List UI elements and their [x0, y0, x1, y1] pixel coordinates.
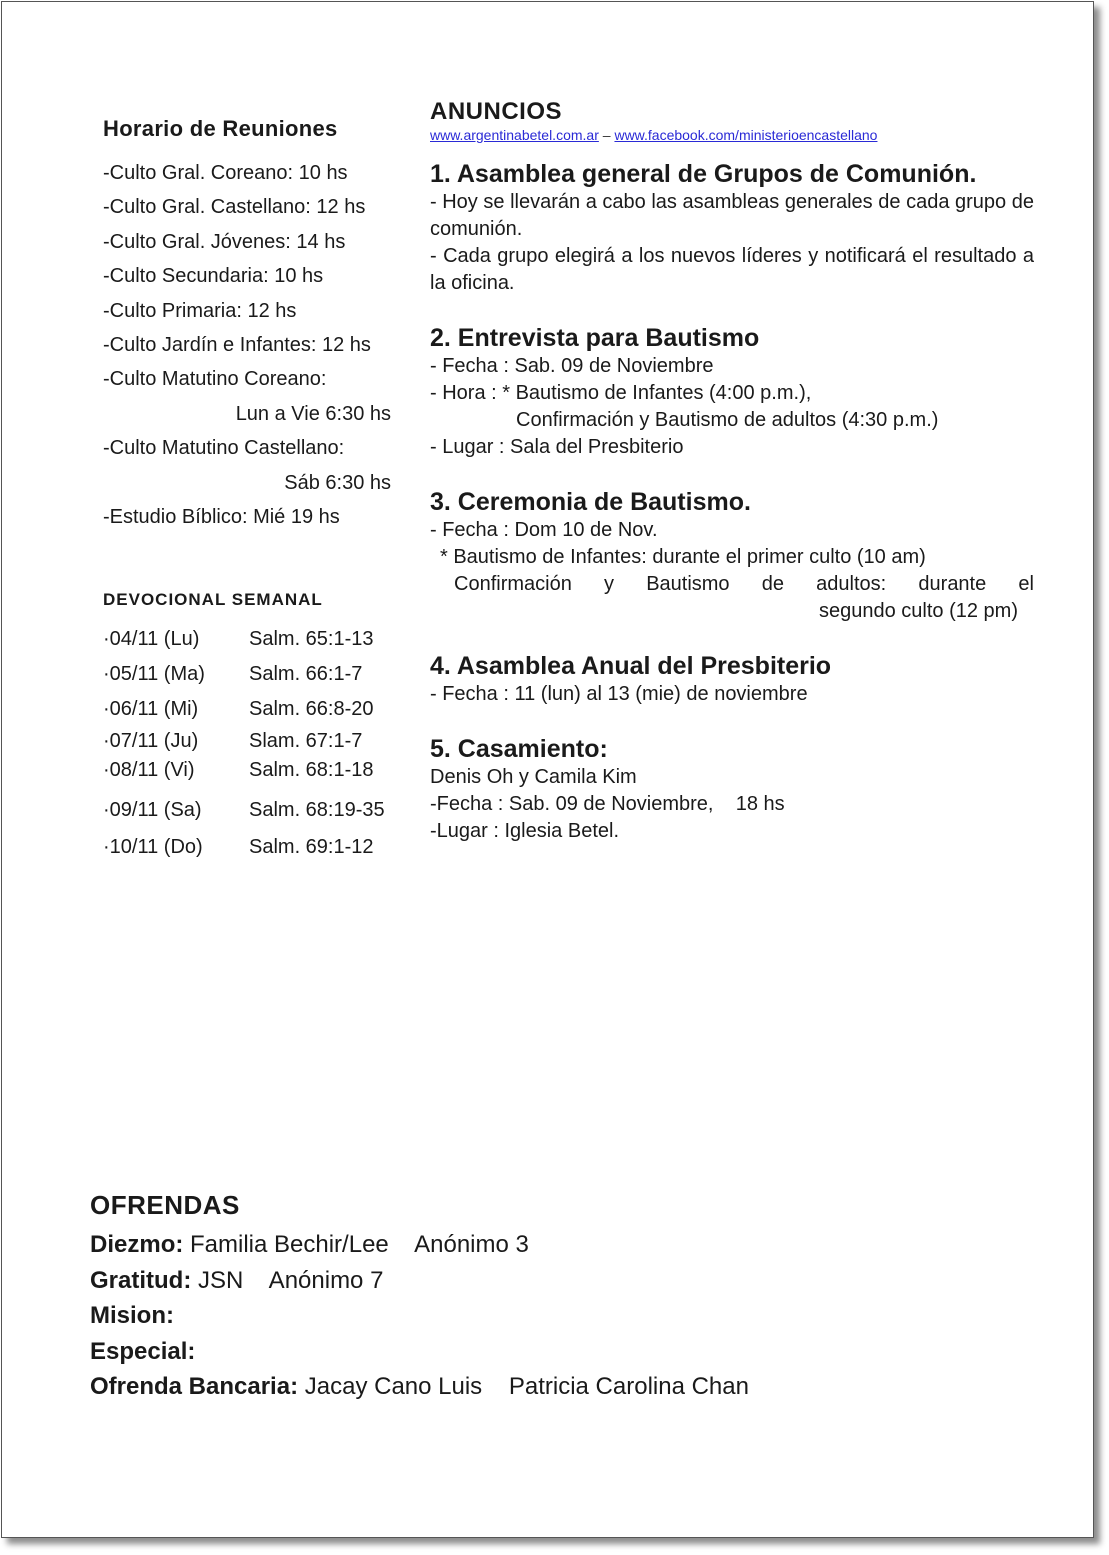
offering-row [90, 1263, 990, 1299]
announcement-line: - Hora : * Bautismo de Infantes (4:00 p.m.), [430, 382, 812, 404]
offering-row [90, 1369, 990, 1405]
schedule-item: -Culto Gral. Castellano: 12 hs [103, 196, 366, 219]
devotional-date: ·08/11 (Vi) [103, 759, 195, 782]
devotional-reference: Salm. 65:1-13 [249, 628, 374, 651]
announcement-item [430, 323, 1034, 461]
devotional-row [103, 793, 403, 828]
devotional-row [103, 657, 403, 692]
schedule-item: -Culto Matutino Castellano: [103, 437, 345, 460]
announcement-line: - Cada grupo elegirá a los nuevos líderes y notificará el resultado a la oficina. [430, 245, 1034, 294]
devotional-date: ·06/11 (Mi) [103, 698, 199, 721]
schedule-item-time: Sáb 6:30 hs [284, 471, 391, 494]
offering-value: JSN Anónimo 7 [191, 1266, 384, 1294]
announcement-line: - Fecha : Dom 10 de Nov. [430, 519, 658, 541]
announcement-title: 5. Casamiento: [430, 735, 608, 763]
announcement-line: segundo culto (12 pm) [818, 600, 1018, 622]
devotional-date: ·07/11 (Ju) [103, 730, 199, 753]
announcement-line: -Lugar : Iglesia Betel. [430, 820, 619, 842]
offering-row [90, 1298, 990, 1334]
announcement-item [430, 734, 1034, 845]
announcement-line: -Fecha : Sab. 09 de Noviembre, 18 hs [430, 793, 785, 815]
schedule-item: -Estudio Bíblico: Mié 19 hs [103, 506, 340, 529]
announcement-line: - Lugar : Sala del Presbiterio [430, 436, 684, 458]
offering-label: Ofrenda Bancaria: [90, 1373, 299, 1400]
link-separator: – [598, 127, 615, 143]
offering-row [90, 1334, 990, 1370]
announcement-line: - Fecha : 11 (lun) al 13 (mie) de noviembre [430, 683, 808, 705]
schedule-title: Horario de Reuniones [103, 116, 338, 141]
announcement-line: Confirmación y Bautismo de adultos: durante el [454, 573, 1034, 595]
offering-row [90, 1227, 990, 1263]
announcement-line: Denis Oh y Camila Kim [430, 766, 637, 788]
offering-value: Jacay Cano Luis Patricia Carolina Chan [298, 1373, 749, 1400]
offerings-section [90, 1190, 990, 1405]
devotional-reference: Salm. 68:1-18 [249, 759, 374, 782]
schedule-item: -Culto Primaria: 12 hs [103, 299, 297, 322]
announcement-item [430, 159, 1034, 297]
schedule-item: -Culto Secundaria: 10 hs [103, 265, 324, 288]
schedule-list [103, 156, 403, 534]
devotional-reference: Salm. 68:19-35 [249, 799, 385, 822]
devotional-row [103, 756, 403, 785]
offerings-title: OFRENDAS [90, 1190, 240, 1220]
offering-label: Diezmo: [90, 1231, 184, 1258]
announcement-line: - Hoy se llevarán a cabo las asambleas generales de cada grupo de comunión. [430, 191, 1034, 240]
schedule-item: -Culto Jardín e Infantes: 12 hs [103, 334, 371, 357]
announcement-item [430, 487, 1034, 625]
announcement-title: 1. Asamblea general de Grupos de Comunión. [430, 160, 977, 188]
announcement-line: * Bautismo de Infantes: durante el primer culto (10 am) [440, 546, 926, 568]
devotional-row [103, 727, 403, 756]
devotional-list [103, 622, 403, 865]
devotional-row [103, 622, 403, 657]
announcement-title: 4. Asamblea Anual del Presbiterio [430, 652, 832, 680]
announcements-title: ANUNCIOS [430, 98, 563, 125]
links-line [430, 127, 1034, 143]
announcement-item [430, 651, 1034, 708]
bulletin-page [1, 1, 1094, 1538]
announcement-line: Confirmación y Bautismo de adultos (4:30 p.m.) [516, 409, 939, 431]
schedule-item-time: Lun a Vie 6:30 hs [235, 402, 391, 425]
devotional-date: ·10/11 (Do) [103, 836, 203, 859]
offering-value: Familia Bechir/Lee Anónimo 3 [183, 1231, 529, 1258]
devotional-reference: Salm. 69:1-12 [249, 836, 374, 859]
announcement-line: - Fecha : Sab. 09 de Noviembre [430, 355, 714, 377]
devotional-date: ·05/11 (Ma) [103, 663, 205, 686]
schedule-item: -Culto Matutino Coreano: [103, 368, 327, 391]
announcement-title: 2. Entrevista para Bautismo [430, 324, 760, 352]
schedule-item: -Culto Gral. Jóvenes: 14 hs [103, 230, 346, 253]
devotional-date: ·09/11 (Sa) [103, 799, 202, 822]
devotional-reference: Slam. 67:1-7 [249, 730, 363, 753]
announcement-title: 3. Ceremonia de Bautismo. [430, 488, 751, 516]
devotional-reference: Salm. 66:8-20 [249, 698, 374, 721]
devotional-date: ·04/11 (Lu) [103, 628, 200, 651]
offering-label: Gratitud: [90, 1266, 192, 1294]
devotional-title: DEVOCIONAL SEMANAL [103, 590, 323, 610]
schedule-item: -Culto Gral. Coreano: 10 hs [103, 162, 348, 184]
devotional-row [103, 692, 403, 727]
devotional-row [103, 830, 403, 865]
offering-label: Mision: [90, 1302, 174, 1329]
right-column [430, 98, 1034, 845]
devotional-reference: Salm. 66:1-7 [249, 663, 363, 686]
facebook-link[interactable]: www.facebook.com/ministerioencastellano [614, 127, 878, 143]
left-column [103, 112, 403, 865]
website-link[interactable]: www.argentinabetel.com.ar [430, 127, 599, 143]
offering-label: Especial: [90, 1337, 196, 1365]
